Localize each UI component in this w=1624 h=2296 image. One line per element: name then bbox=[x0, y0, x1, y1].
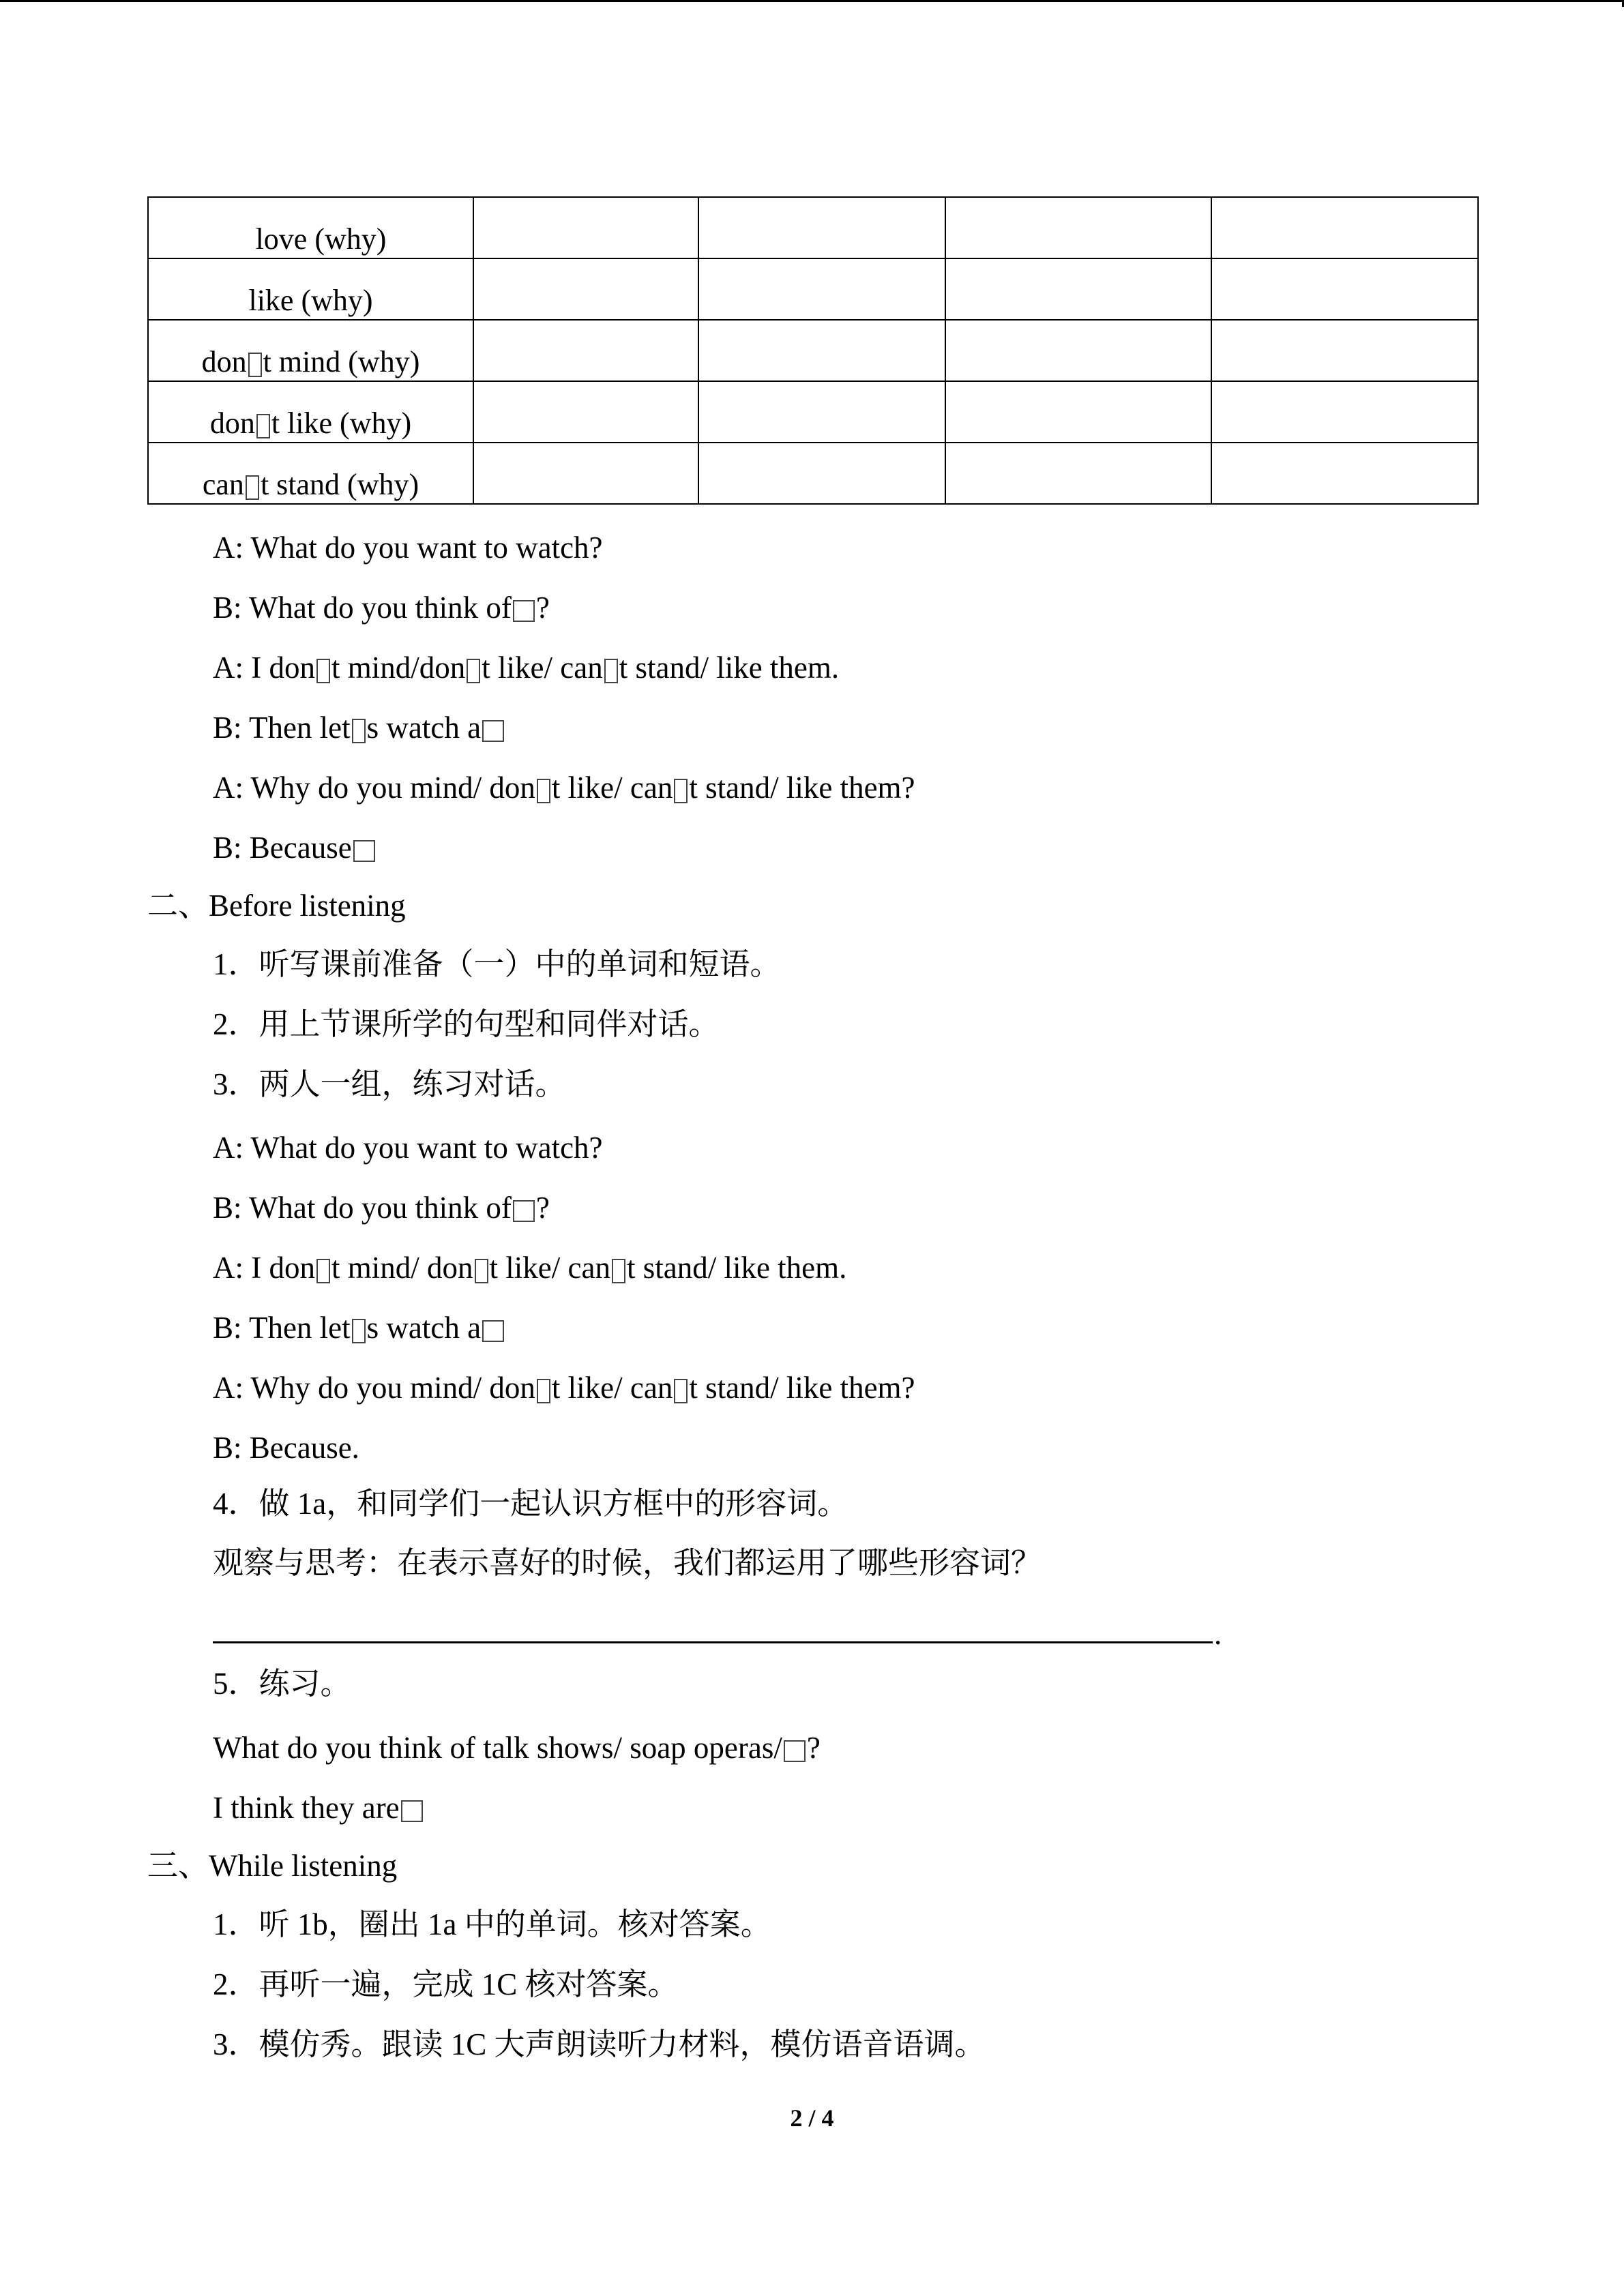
answer-blank-period: . bbox=[1214, 1617, 1222, 1651]
table-cell bbox=[1211, 443, 1478, 504]
section3-item-1: 1．听 1b，圈出 1a 中的单词。核对答案。 bbox=[213, 1907, 771, 1941]
dialog1-line-1: A: What do you want to watch? bbox=[213, 531, 603, 565]
dialog2-line-6: B: Because. bbox=[213, 1431, 359, 1465]
page-number: 2 / 4 bbox=[790, 2104, 834, 2132]
practice-answer: I think they are bbox=[213, 1793, 424, 1823]
dialog2-line-2: B: What do you think of ? bbox=[213, 1191, 550, 1225]
table-cell bbox=[945, 320, 1211, 381]
dialog2-line-1: A: What do you want to watch? bbox=[213, 1131, 603, 1165]
missing-glyph bbox=[316, 1259, 330, 1283]
dialog1-line-4: B: Then let s watch a bbox=[213, 713, 505, 743]
missing-glyph bbox=[316, 659, 330, 683]
missing-glyph bbox=[352, 1319, 366, 1343]
dialog2-line-5: A: Why do you mind/ don t like/ can t stand/ like them? bbox=[213, 1371, 915, 1405]
section3-item-3: 3．模仿秀。跟读 1C 大声朗读听力材料，模仿语音语调。 bbox=[213, 2027, 986, 2061]
answer-blank-line bbox=[213, 1641, 1213, 1643]
missing-glyph bbox=[352, 719, 366, 743]
missing-glyph bbox=[537, 779, 550, 803]
dialog1-line-6: B: Because bbox=[213, 833, 377, 863]
table-cell bbox=[698, 381, 945, 443]
dialog2-line-4: B: Then let s watch a bbox=[213, 1313, 505, 1343]
section2-item-4: 4．做 1a，和同学们一起认识方框中的形容词。 bbox=[213, 1487, 848, 1521]
missing-glyph bbox=[248, 353, 262, 377]
row-label-dont-mind: don t mind (why) bbox=[148, 320, 473, 381]
observe-and-think: 观察与思考：在表示喜好的时候，我们都运用了哪些形容词？ bbox=[213, 1546, 1042, 1580]
row-label-like: like (why) bbox=[148, 258, 473, 320]
missing-glyph bbox=[612, 1259, 625, 1283]
preference-table bbox=[147, 196, 1479, 505]
placeholder-box bbox=[513, 600, 535, 622]
missing-glyph bbox=[246, 475, 259, 500]
section3-item-2: 2．再听一遍，完成 1C 核对答案。 bbox=[213, 1967, 679, 2001]
missing-glyph bbox=[674, 779, 688, 803]
table-cell bbox=[473, 443, 698, 504]
table-cell bbox=[473, 258, 698, 320]
dialog1-line-5: A: Why do you mind/ don t like/ can t stand/ like them? bbox=[213, 771, 915, 805]
table-cell bbox=[698, 197, 945, 258]
table-cell bbox=[945, 381, 1211, 443]
placeholder-box bbox=[353, 840, 375, 862]
table-cell bbox=[473, 381, 698, 443]
placeholder-box bbox=[784, 1740, 806, 1762]
table-cell bbox=[1211, 258, 1478, 320]
missing-glyph bbox=[256, 414, 270, 438]
missing-glyph bbox=[467, 659, 480, 683]
section-heading-while-listening: 三、While listening bbox=[147, 1849, 398, 1883]
practice-question: What do you think of talk shows/ soap operas/ ? bbox=[213, 1731, 821, 1765]
missing-glyph bbox=[604, 659, 618, 683]
row-label-cant-stand: can t stand (why) bbox=[148, 443, 473, 504]
row-label-dont-like: don t like (why) bbox=[148, 381, 473, 443]
missing-glyph bbox=[674, 1379, 688, 1403]
table-cell bbox=[698, 258, 945, 320]
section2-item-2: 2．用上节课所学的句型和同伴对话。 bbox=[213, 1007, 720, 1041]
placeholder-box bbox=[401, 1800, 423, 1822]
table-row bbox=[148, 320, 1478, 381]
table-cell bbox=[1211, 197, 1478, 258]
placeholder-box bbox=[482, 1320, 504, 1342]
top-border-line bbox=[0, 0, 1624, 2]
table-cell bbox=[945, 197, 1211, 258]
table-row bbox=[148, 381, 1478, 443]
placeholder-box bbox=[513, 1200, 535, 1222]
dialog1-line-2: B: What do you think of ? bbox=[213, 591, 550, 625]
section2-item-3: 3．两人一组，练习对话。 bbox=[213, 1067, 566, 1101]
table-cell bbox=[473, 320, 698, 381]
table-cell bbox=[1211, 381, 1478, 443]
table-row bbox=[148, 197, 1478, 258]
table-row bbox=[148, 258, 1478, 320]
table-cell bbox=[473, 197, 698, 258]
section-heading-before-listening: 二、Before listening bbox=[147, 889, 406, 923]
table-cell bbox=[1211, 320, 1478, 381]
dialog1-line-3: A: I don t mind/don t like/ can t stand/ like them. bbox=[213, 651, 840, 685]
missing-glyph bbox=[537, 1379, 550, 1403]
table-cell bbox=[945, 443, 1211, 504]
section2-item-1: 1．听写课前准备（一）中的单词和短语。 bbox=[213, 947, 781, 981]
row-label-love: love (why) bbox=[148, 197, 473, 258]
dialog2-line-3: A: I don t mind/ don t like/ can t stand/ like them. bbox=[213, 1251, 847, 1285]
missing-glyph bbox=[475, 1259, 488, 1283]
table-row bbox=[148, 443, 1478, 504]
placeholder-box bbox=[482, 720, 504, 742]
table-cell bbox=[945, 258, 1211, 320]
table-cell bbox=[698, 320, 945, 381]
table-cell bbox=[698, 443, 945, 504]
section2-item-5: 5．练习。 bbox=[213, 1667, 351, 1701]
